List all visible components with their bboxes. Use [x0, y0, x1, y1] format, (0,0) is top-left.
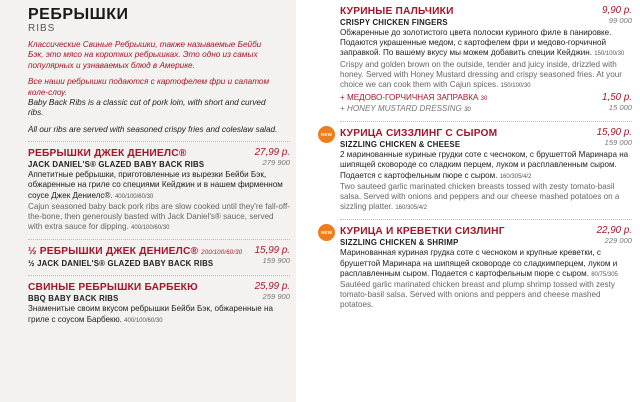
- ribs-section-subtitle: RIBS: [28, 23, 56, 34]
- ribs-column: [0, 0, 296, 402]
- item-subtitle: BBQ BABY BACK RIBS: [28, 294, 119, 304]
- item-title: СВИНЫЕ РЕБРЫШКИ БАРБЕКЮ: [28, 282, 198, 294]
- price-value: 27,99 р.: [254, 147, 290, 159]
- desc-ru-text: Обжаренные до золотистого цвета полоски куриного филе в панировке. Подаются украшенные медом, с картофелем фри и медово-горчичной заправкой. По вашему вкусу мы можем добавить специи Кейджин.: [340, 28, 612, 58]
- ribs-intro-en-2: All our ribs are served with seasoned crispy fries and coleslaw salad.: [28, 124, 278, 134]
- item-description-ru: [28, 170, 290, 202]
- desc-ru-text: 2 маринованные куриные грудки соте с чесноком, с брушеттой Маринара на шипящей сковороде со сладким перцем, луком и расплавленным сыром. Подается с картофельным пюре с сыром.: [340, 150, 629, 180]
- item-title-text: ½ РЕБРЫШКИ ДЖЕК ДЕНИЕЛС®: [28, 246, 199, 258]
- menu-item-chicken-fingers: [340, 6, 632, 115]
- item-weight: 200/100/60/30: [201, 250, 243, 257]
- sauce-en-text: + HONEY MUSTARD DRESSING: [340, 104, 462, 114]
- divider: [28, 141, 290, 142]
- desc-ru-text: Аппетитные ребрышки, приготовленные из вырезки Бейби Бэк, обжаренные на гриле со специями Кейджин и в нашем фирменном соусе Джек Дениелс®.: [28, 170, 283, 200]
- item-description-en: [340, 182, 632, 214]
- item-weight-en: 160/305/4/2: [395, 205, 428, 212]
- divider: [28, 239, 290, 240]
- new-badge: NEW: [318, 224, 335, 241]
- ribs-intro-ru: Классические Свиные Ребрышки, также называемые Бейби Бэк, это мясо на коротких ребрышках. Это одно из самых популярных и узнаваемых блюд в Америке.: [28, 40, 262, 70]
- item-subtitle: SIZZLING CHICKEN & CHEESE: [340, 140, 461, 150]
- item-weight-en: 150/100/30: [500, 83, 531, 90]
- sauce-en: [340, 104, 487, 115]
- desc-en-text: Two sauteed garlic marinated chicken breasts tossed with zesty tomato-basil salsa. Served with onions and peppers and our cheese mashed potatoes on a sizzling platter.: [340, 181, 620, 212]
- price-points: 229 000: [604, 236, 632, 246]
- item-weight-en: 400/100/60/30: [131, 225, 170, 232]
- sauce-en-weight: 30: [464, 107, 471, 114]
- item-weight: 400/100/60/30: [124, 317, 163, 324]
- item-subtitle: CRISPY CHICKEN FINGERS: [340, 18, 448, 27]
- sauce-ru: [340, 93, 487, 104]
- item-description-ru: [340, 150, 632, 182]
- item-subtitle: JACK DANIEL'S® GLAZED BABY BACK RIBS: [28, 160, 205, 170]
- menu-item-jack-daniels-ribs: [28, 148, 290, 233]
- item-price: [602, 6, 632, 26]
- ribs-section-title: РЕБРЫШКИ: [28, 6, 129, 23]
- chicken-column: [312, 0, 640, 311]
- price-value: 25,99 р.: [254, 281, 290, 293]
- item-description-en: [28, 202, 290, 234]
- item-title: РЕБРЫШКИ ДЖЕК ДЕНИЕЛС®: [28, 148, 187, 160]
- price-value: 9,90 р.: [602, 5, 632, 16]
- sauce-addon: [340, 93, 632, 115]
- item-price: [597, 226, 632, 246]
- price-points: 159 000: [604, 138, 632, 148]
- item-description-ru: [340, 28, 632, 60]
- item-weight: 80/75/305: [591, 271, 618, 278]
- sauce-price: [602, 93, 632, 113]
- menu-item-sizzling-chicken-cheese: [320, 127, 632, 213]
- item-title: [28, 246, 242, 259]
- item-description-ru: [28, 304, 290, 325]
- item-title: КУРИНЫЕ ПАЛЬЧИКИ: [340, 6, 454, 17]
- item-description-ru: [340, 248, 632, 280]
- desc-en-text: Cajun seasoned baby back pork ribs are slow cooked until they're fall-off-the-bone, then generously basted with Jack Daniel's® sauce, served with extra sauce for dipping.: [28, 201, 290, 232]
- menu-item-bbq-ribs: [28, 282, 290, 325]
- item-weight: 150/100/30: [594, 51, 625, 58]
- item-description-en: Sautéed garlic marinated chicken breast and plump shrimp tossed with zesty tomato-basil salsa. Served with onions and peppers and cheese mashed potatoes.: [340, 280, 615, 310]
- item-title: КУРИЦА И КРЕВЕТКИ СИЗЛИНГ: [340, 226, 505, 238]
- item-price: [255, 282, 290, 302]
- price-points: 99 000: [608, 16, 632, 25]
- menu-item-half-jack-daniels-ribs: [28, 246, 290, 269]
- new-badge: NEW: [318, 126, 335, 143]
- price-value: 22,90 р.: [596, 225, 632, 237]
- item-price: [597, 128, 632, 148]
- sauce-ru-text: + МЕДОВО-ГОРЧИЧНАЯ ЗАПРАВКА: [340, 93, 479, 103]
- price-points: 259 900: [262, 292, 290, 302]
- divider: [340, 121, 632, 122]
- item-price: [255, 148, 290, 168]
- ribs-intro-en: Baby Back Ribs is a classic cut of pork loin, with short and curved ribs.: [28, 98, 266, 118]
- item-title: КУРИЦА СИЗЗЛИНГ С СЫРОМ: [340, 128, 498, 140]
- desc-en-text: Crispy and golden brown on the outside, tender and juicy inside, drizzled with honey. Served with Honey Mustard dressing and crispy seasoned fries. At your choice we can cook them with Cajun spices.: [340, 59, 622, 90]
- ribs-intro-ru-2: Все наши ребрышки подаются с картофелем фри и салатом коле-слоу.: [28, 77, 270, 97]
- price-value: 15,90 р.: [596, 127, 632, 139]
- price-points: 159 900: [262, 256, 290, 266]
- sauce-ru-weight: 30: [480, 96, 488, 103]
- item-subtitle: ½ JACK DANIEL'S® GLAZED BABY BACK RIBS: [28, 259, 214, 269]
- price-points: 279 900: [262, 158, 290, 168]
- item-weight: 160/305/4/2: [499, 173, 532, 180]
- desc-ru-text: Маринованная куриная грудка соте с чесноком и крупные креветки, с брушеттой Маринара на шипящей сковороде со сладкимперцем, луком и расплавленным сыром. Подается с картофельным пюре с сыром.: [340, 248, 618, 278]
- price-value: 15,99 р.: [254, 245, 290, 257]
- price-points: 15 000: [608, 103, 632, 113]
- item-price: [255, 246, 290, 266]
- menu-item-sizzling-chicken-shrimp: [320, 225, 632, 310]
- item-description-en: [340, 60, 632, 92]
- desc-ru-text: Знаменитые своим вкусом ребрышки Бейби Бэк, обжаренные на гриле с соусом Барбекю.: [28, 304, 273, 324]
- divider: [28, 275, 290, 276]
- divider: [340, 219, 632, 220]
- price-value: 1,50 р.: [602, 92, 632, 104]
- item-subtitle: SIZZLING CHICKEN & SHRIMP: [340, 238, 459, 248]
- item-weight: 400/100/60/30: [114, 193, 154, 200]
